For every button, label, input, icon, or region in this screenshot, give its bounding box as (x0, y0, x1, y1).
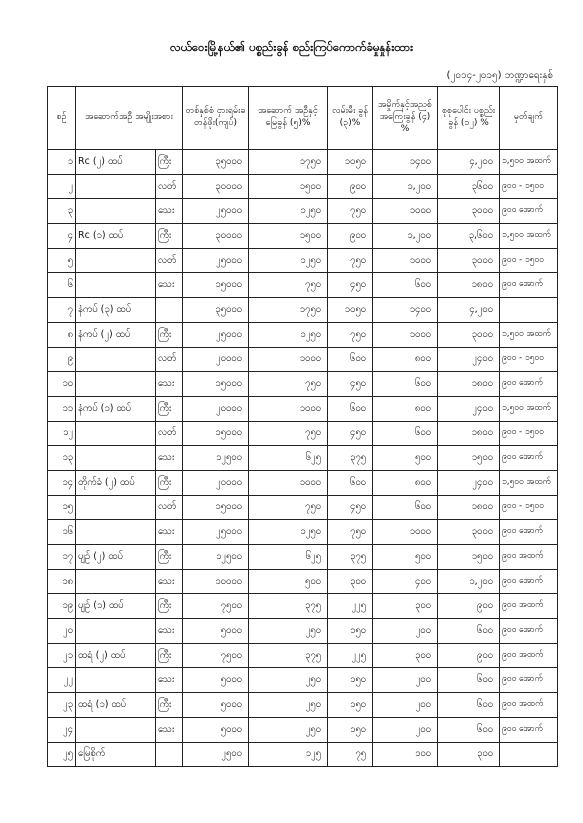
cell-remark: ၉၀၀ အောက် (500, 569, 558, 594)
cell-building-land-tax: ၇၅၀ (249, 372, 328, 397)
cell-total-tax: ၁၈၀၀ (438, 372, 500, 397)
cell-garbage-tax: ၁၀၀၀ (373, 199, 438, 224)
cell-serial: ၉ (48, 347, 76, 372)
table-row (48, 298, 558, 323)
cell-garbage-tax: ၁၀၀ (373, 742, 438, 767)
cell-garbage-tax: ၁၄၀၀ (373, 150, 438, 175)
cell-annual-rent: ၃၅၀၀၀ (183, 298, 249, 323)
cell-serial: ၁ (48, 150, 76, 175)
cell-street-light-tax: ၁၅၀ (328, 619, 373, 644)
cell-building-land-tax: ၁၂၅၀ (249, 520, 328, 545)
cell-building-land-tax: ၂၅၀ (249, 619, 328, 644)
cell-remark: ၉၀၀ အောက် (500, 372, 558, 397)
cell-street-light-tax: ၁၀၅၀ (328, 298, 373, 323)
cell-garbage-tax: ၆၀၀ (373, 421, 438, 446)
cell-building-type (76, 273, 156, 298)
cell-street-light-tax: ၇၅၀ (328, 199, 373, 224)
cell-street-light-tax: ၇၅၀ (328, 520, 373, 545)
cell-total-tax: ၄,၂၀၀ (438, 298, 500, 323)
table-body (48, 150, 558, 767)
cell-building-land-tax: ၂၅၀ (249, 693, 328, 718)
header-annual-rent: တစ်နှစ်စံ ငှားရမ်းခ တန်ဖိုး(ကျပ်) (183, 87, 249, 150)
cell-building-land-tax: ၁၂၅၀ (249, 199, 328, 224)
cell-annual-rent: ၇၅၀၀ (183, 594, 249, 619)
cell-serial: ၄ (48, 224, 76, 249)
cell-annual-rent: ၃၀၀၀၀ (183, 224, 249, 249)
table-row (48, 396, 558, 421)
cell-garbage-tax: ၁၀၀၀ (373, 248, 438, 273)
cell-garbage-tax: ၁,၂၀၀ (373, 224, 438, 249)
cell-annual-rent: ၂၀၀၀၀ (183, 396, 249, 421)
cell-serial: ၃ (48, 199, 76, 224)
cell-annual-rent: ၂၀၀၀၀ (183, 347, 249, 372)
cell-building-type (76, 199, 156, 224)
cell-size: လတ် (156, 174, 183, 199)
cell-building-land-tax: ၆၂၅ (249, 446, 328, 471)
cell-annual-rent: ၅၀၀၀ (183, 668, 249, 693)
cell-remark: ၁,၅၀၀ အထက် (500, 150, 558, 175)
cell-building-type: တိုက်ခံ (၂) ထပ် (76, 470, 156, 495)
table-row (48, 322, 558, 347)
cell-total-tax: ၁၈၀၀ (438, 273, 500, 298)
cell-street-light-tax: ၇၅၀ (328, 248, 373, 273)
cell-size (156, 742, 183, 767)
cell-size: ကြီး (156, 224, 183, 249)
tax-rate-table (47, 86, 558, 767)
cell-annual-rent: ၃၀၀၀၀ (183, 174, 249, 199)
cell-street-light-tax: ၁၅၀ (328, 693, 373, 718)
cell-serial: ၂၅ (48, 742, 76, 767)
cell-building-type (76, 347, 156, 372)
cell-street-light-tax: ၇၅ (328, 742, 373, 767)
cell-remark: ၉၀၀ - ၁၅၀၀ (500, 174, 558, 199)
cell-garbage-tax: ၄၀၀ (373, 569, 438, 594)
cell-garbage-tax: ၆၀၀ (373, 372, 438, 397)
cell-serial: ၁၈ (48, 569, 76, 594)
cell-building-land-tax: ၁၂၅ (249, 742, 328, 767)
cell-building-type (76, 717, 156, 742)
cell-annual-rent: ၅၀၀၀ (183, 717, 249, 742)
cell-serial: ၁၅ (48, 495, 76, 520)
cell-building-type: မြေစိုက် (76, 742, 156, 767)
cell-street-light-tax: ၉၀၀ (328, 224, 373, 249)
cell-size: လတ် (156, 421, 183, 446)
header-street-light-tax: လမ်းမီး ခွန် (၃)% (328, 87, 373, 150)
table-row (48, 446, 558, 471)
cell-building-type: နံကပ် (၁) ထပ် (76, 396, 156, 421)
cell-building-type (76, 569, 156, 594)
table-row (48, 693, 558, 718)
cell-size: သေး (156, 569, 183, 594)
cell-total-tax: ၆၀၀ (438, 693, 500, 718)
cell-remark: ၁,၅၀၀ အထက် (500, 470, 558, 495)
cell-remark: ၁,၅၀၀ အထက် (500, 224, 558, 249)
cell-street-light-tax: ၂၂၅ (328, 594, 373, 619)
cell-street-light-tax: ၄၅၀ (328, 495, 373, 520)
cell-annual-rent: ၁၅၀၀၀ (183, 421, 249, 446)
cell-building-type (76, 248, 156, 273)
cell-building-land-tax: ၁၅၀၀ (249, 174, 328, 199)
cell-building-land-tax: ၃၇၅ (249, 643, 328, 668)
cell-total-tax: ၃၀၀၀ (438, 248, 500, 273)
cell-remark: ၉၀၀ အထက် (500, 545, 558, 570)
cell-total-tax: ၁,၂၀၀ (438, 569, 500, 594)
cell-street-light-tax: ၃၀၀ (328, 569, 373, 594)
cell-garbage-tax: ၁,၂၀၀ (373, 174, 438, 199)
cell-street-light-tax: ၂၂၅ (328, 643, 373, 668)
cell-serial: ၁၂ (48, 421, 76, 446)
cell-remark: ၉၀၀ အောက် (500, 520, 558, 545)
cell-building-land-tax: ၃၇၅ (249, 594, 328, 619)
cell-size: ကြီး (156, 594, 183, 619)
table-row (48, 273, 558, 298)
cell-annual-rent: ၂၅၀၀၀ (183, 322, 249, 347)
cell-serial: ၂၄ (48, 717, 76, 742)
cell-annual-rent: ၁၂၅၀၀ (183, 545, 249, 570)
cell-building-type (76, 495, 156, 520)
cell-garbage-tax: ၆၀၀ (373, 273, 438, 298)
cell-street-light-tax: ၁၅၀ (328, 668, 373, 693)
cell-remark: ၉၀၀ အောက် (500, 717, 558, 742)
cell-annual-rent: ၂၀၀၀၀ (183, 470, 249, 495)
cell-building-land-tax: ၇၅၀ (249, 273, 328, 298)
cell-serial: ၁၃ (48, 446, 76, 471)
cell-garbage-tax: ၁၀၀၀ (373, 322, 438, 347)
cell-remark: ၉၀၀ - ၁၅၀၀ (500, 248, 558, 273)
cell-total-tax: ၆၀၀ (438, 717, 500, 742)
cell-garbage-tax: ၁၀၀၀ (373, 520, 438, 545)
cell-remark (500, 742, 558, 767)
cell-total-tax: ၆၀၀ (438, 668, 500, 693)
cell-size: သေး (156, 619, 183, 644)
cell-total-tax: ၁၈၀၀ (438, 421, 500, 446)
cell-serial: ၂၂ (48, 668, 76, 693)
header-garbage-tax: အမှိုက်နှင့်အညစ် အကြေးခွန် (၄) % (373, 87, 438, 150)
cell-size: သေး (156, 446, 183, 471)
cell-street-light-tax: ၇၅၀ (328, 322, 373, 347)
cell-remark: ၉၀၀ အထက် (500, 643, 558, 668)
cell-size: သေး (156, 668, 183, 693)
cell-building-land-tax: ၂၅၀ (249, 717, 328, 742)
cell-total-tax: ၆၀၀ (438, 619, 500, 644)
document-title: လယ်ဝေးမြို့နယ်၏ ပစ္စည်းခွန် စည်းကြပ်ကောက်ခံမှုနှုန်းထား (169, 40, 414, 54)
cell-building-type (76, 520, 156, 545)
cell-total-tax: ၁၈၀၀ (438, 495, 500, 520)
cell-building-land-tax: ၁၂၅၀ (249, 248, 328, 273)
table-row (48, 470, 558, 495)
table-row (48, 545, 558, 570)
cell-serial: ၂၀ (48, 619, 76, 644)
cell-garbage-tax: ၈၀၀ (373, 396, 438, 421)
cell-size: ကြီး (156, 150, 183, 175)
cell-size: ကြီး (156, 545, 183, 570)
cell-size: သေး (156, 199, 183, 224)
cell-size: ကြီး (156, 693, 183, 718)
cell-serial: ၁၄ (48, 470, 76, 495)
cell-building-land-tax: ၁၂၅၀ (249, 322, 328, 347)
cell-street-light-tax: ၃၇၅ (328, 545, 373, 570)
cell-size: သေး (156, 717, 183, 742)
cell-serial: ၁၆ (48, 520, 76, 545)
cell-total-tax: ၃,၆၀၀ (438, 224, 500, 249)
cell-remark: ၉၀၀ - ၁၅၀၀ (500, 421, 558, 446)
cell-annual-rent: ၁၅၀၀၀ (183, 372, 249, 397)
cell-size: သေး (156, 520, 183, 545)
table-row (48, 421, 558, 446)
cell-garbage-tax: ၂၀၀ (373, 693, 438, 718)
cell-building-land-tax: ၆၂၅ (249, 545, 328, 570)
cell-total-tax: ၂၄၀၀ (438, 347, 500, 372)
cell-total-tax: ၃၀၀၀ (438, 520, 500, 545)
cell-size: လတ် (156, 495, 183, 520)
cell-size: လတ် (156, 347, 183, 372)
cell-annual-rent: ၁၂၅၀၀ (183, 446, 249, 471)
cell-garbage-tax: ၂၀၀ (373, 619, 438, 644)
cell-total-tax: ၉၀၀ (438, 594, 500, 619)
table-row (48, 668, 558, 693)
cell-street-light-tax: ၃၇၅ (328, 446, 373, 471)
cell-building-land-tax: ၁၇၅၀ (249, 150, 328, 175)
table-row (48, 742, 558, 767)
cell-total-tax: ၂၄၀၀ (438, 396, 500, 421)
cell-building-land-tax: ၇၅၀ (249, 421, 328, 446)
table-row (48, 495, 558, 520)
cell-size: သေး (156, 372, 183, 397)
cell-remark: ၉၀၀ အောက် (500, 619, 558, 644)
cell-remark: ၉၀၀ အောက် (500, 446, 558, 471)
table-row (48, 150, 558, 175)
cell-size: သေး (156, 273, 183, 298)
cell-total-tax: ၃၀၀၀ (438, 199, 500, 224)
table-row (48, 569, 558, 594)
cell-annual-rent: ၅၀၀၀ (183, 619, 249, 644)
cell-serial: ၆ (48, 273, 76, 298)
cell-building-land-tax: ၅၀၀ (249, 569, 328, 594)
cell-remark: ၉၀၀ - ၁၅၀၀ (500, 495, 558, 520)
cell-annual-rent: ၃၅၀၀၀ (183, 150, 249, 175)
cell-annual-rent: ၂၅၀၀၀ (183, 199, 249, 224)
cell-serial: ၁၀ (48, 372, 76, 397)
table-row (48, 224, 558, 249)
header-serial: စဉ် (48, 87, 76, 150)
table-row (48, 619, 558, 644)
cell-building-type: ထရံ (၁) ထပ် (76, 693, 156, 718)
cell-garbage-tax: ၅၀၀ (373, 545, 438, 570)
cell-building-land-tax: ၁၅၀၀ (249, 224, 328, 249)
table-row (48, 643, 558, 668)
cell-remark: ၉၀၀ အောက် (500, 668, 558, 693)
cell-street-light-tax: ၆၀၀ (328, 470, 373, 495)
cell-street-light-tax: ၉၀၀ (328, 174, 373, 199)
cell-serial: ၁၁ (48, 396, 76, 421)
cell-annual-rent: ၂၅၀၀ (183, 742, 249, 767)
cell-total-tax: ၃၀၀၀ (438, 322, 500, 347)
cell-building-type: ထရံ (၂) ထပ် (76, 643, 156, 668)
cell-total-tax: ၂၄၀၀ (438, 470, 500, 495)
table-row (48, 717, 558, 742)
cell-garbage-tax: ၁၄၀၀ (373, 298, 438, 323)
cell-size: လတ် (156, 248, 183, 273)
cell-garbage-tax: ၃၀၀ (373, 643, 438, 668)
cell-serial: ၈ (48, 322, 76, 347)
cell-garbage-tax: ၂၀၀ (373, 717, 438, 742)
cell-building-land-tax: ၂၅၀ (249, 668, 328, 693)
cell-building-type (76, 372, 156, 397)
cell-total-tax: ၃၆၀၀ (438, 174, 500, 199)
cell-remark: ၉၀၀ အောက် (500, 199, 558, 224)
cell-building-type: နံကပ် (၃) ထပ် (76, 298, 156, 323)
cell-garbage-tax: ၆၀၀ (373, 495, 438, 520)
cell-building-type: ပျဉ် (၂) ထပ် (76, 545, 156, 570)
table-row (48, 248, 558, 273)
cell-building-type (76, 421, 156, 446)
cell-street-light-tax: ၆၀၀ (328, 347, 373, 372)
table-row (48, 174, 558, 199)
cell-building-land-tax: ၁၀၀၀ (249, 396, 328, 421)
cell-remark: ၉၀၀ အောက် (500, 273, 558, 298)
cell-total-tax: ၁၅၀၀ (438, 545, 500, 570)
cell-remark (500, 298, 558, 323)
table-row (48, 594, 558, 619)
fiscal-year-label: (၂၀၁၄-၂၀၁၅) ဘဏ္ဍာရေးနှစ် (446, 70, 553, 81)
cell-annual-rent: ၁၀၀၀၀ (183, 569, 249, 594)
cell-building-type (76, 446, 156, 471)
cell-size: ကြီး (156, 396, 183, 421)
cell-total-tax: ၄,၂၀၀ (438, 150, 500, 175)
header-building-type: အဆောက်အဦ အမျိုးအစား (76, 87, 183, 150)
table-row (48, 372, 558, 397)
cell-total-tax: ၉၀၀ (438, 643, 500, 668)
cell-garbage-tax: ၈၀၀ (373, 347, 438, 372)
cell-serial: ၁၇ (48, 545, 76, 570)
cell-building-type (76, 668, 156, 693)
cell-street-light-tax: ၄၅၀ (328, 273, 373, 298)
cell-street-light-tax: ၁၀၅၀ (328, 150, 373, 175)
cell-building-type: Rc (၁) ထပ် (76, 224, 156, 249)
table-header-row (48, 87, 558, 150)
cell-serial: ၂၃ (48, 693, 76, 718)
header-remark: မှတ်ချက် (500, 87, 558, 150)
cell-building-type: နံကပ် (၂) ထပ် (76, 322, 156, 347)
cell-building-land-tax: ၁၀၀၀ (249, 470, 328, 495)
cell-size: ကြီး (156, 643, 183, 668)
cell-remark: ၁,၅၀၀ အထက် (500, 322, 558, 347)
cell-annual-rent: ၁၅၀၀၀ (183, 495, 249, 520)
cell-annual-rent: ၂၅၀၀၀ (183, 248, 249, 273)
cell-total-tax: ၃၀၀ (438, 742, 500, 767)
cell-total-tax: ၁၅၀၀ (438, 446, 500, 471)
cell-building-land-tax: ၁၀၀၀ (249, 347, 328, 372)
cell-street-light-tax: ၄၅၀ (328, 372, 373, 397)
cell-garbage-tax: ၃၀၀ (373, 594, 438, 619)
cell-building-land-tax: ၇၅၀ (249, 495, 328, 520)
cell-building-type: ပျဉ် (၁) ထပ် (76, 594, 156, 619)
table-row (48, 520, 558, 545)
cell-building-type (76, 174, 156, 199)
cell-street-light-tax: ၁၅၀ (328, 717, 373, 742)
cell-annual-rent: ၅၀၀၀ (183, 693, 249, 718)
cell-serial: ၅ (48, 248, 76, 273)
cell-serial: ၂၁ (48, 643, 76, 668)
cell-size: ကြီး (156, 470, 183, 495)
cell-annual-rent: ၇၅၀၀ (183, 643, 249, 668)
cell-remark: ၉၀၀ အထက် (500, 693, 558, 718)
cell-serial: ၁၉ (48, 594, 76, 619)
cell-remark: ၉၀၀ - ၁၅၀၀ (500, 347, 558, 372)
cell-annual-rent: ၁၅၀၀၀ (183, 273, 249, 298)
cell-size: ကြီး (156, 322, 183, 347)
cell-remark: ၉၀၀ အထက် (500, 594, 558, 619)
cell-building-type (76, 619, 156, 644)
cell-size (156, 298, 183, 323)
table-row (48, 347, 558, 372)
cell-building-land-tax: ၁၇၅၀ (249, 298, 328, 323)
cell-garbage-tax: ၂၀၀ (373, 668, 438, 693)
cell-garbage-tax: ၅၀၀ (373, 446, 438, 471)
cell-building-type: Rc (၂) ထပ် (76, 150, 156, 175)
header-total-tax: စုစုပေါင်း ပစ္စည်းခွန် (၁၂) % (438, 87, 500, 150)
cell-remark: ၁,၅၀၀ အထက် (500, 396, 558, 421)
cell-street-light-tax: ၄၅၀ (328, 421, 373, 446)
cell-garbage-tax: ၈၀၀ (373, 470, 438, 495)
cell-serial: ၇ (48, 298, 76, 323)
table-row (48, 199, 558, 224)
cell-serial: ၂ (48, 174, 76, 199)
cell-street-light-tax: ၆၀၀ (328, 396, 373, 421)
cell-annual-rent: ၂၅၀၀၀ (183, 520, 249, 545)
header-building-land-tax: အဆောက် အဦနှင့်မြေခွန် (၅)% (249, 87, 328, 150)
